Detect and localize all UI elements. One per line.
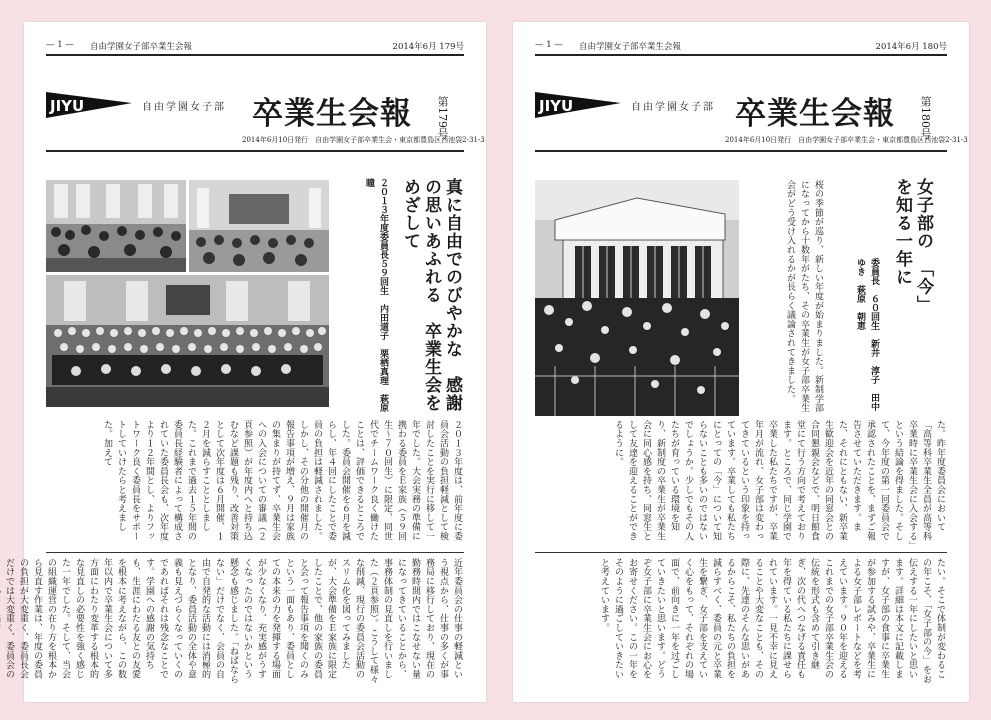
photo-group-portrait: [46, 275, 329, 407]
masthead-title: 卒業生会報: [735, 96, 895, 132]
article-headline: 真に自由でのびやかな 感謝の思いあふれる 卒業生会をめざして: [400, 178, 462, 412]
running-header: [46, 38, 464, 56]
byline: 委員長 ６０回生 新井 淳子 田中 ゆき 萩原 朝恵: [855, 258, 879, 420]
photo-chapel-gathering: [46, 180, 186, 272]
page-number: — 1 —: [535, 40, 563, 50]
issue-number: 第180号: [919, 95, 932, 139]
article-body-column-1: た。昨年度委員会において「高等科卒業生全員が高等科卒業時に卒業生会に入会する」という結論を得ました。そして、今年度の第一回委員会で承認されたことを、まずご報告させていただきます。また、それにともない、新卒業生歓迎会を近年の同窓会との合同懇親会などで、明日館食堂にて行う方向で考えております。ところで、同じ学園で卒業した私たちですが、卒業年月が流れ、女子部は変わってきているという印象を持っています。卒業しても私たちにとっての「今」について知らないことも多いのではないでしょうか。少しでもその人たちが育っている環境を知り、新制度の卒業生が卒業生会に同心感を持ち、同窓生として友達を迎えることができるように。: [613, 420, 945, 546]
running-header: [535, 38, 947, 56]
jiyu-pennant-logo: [535, 92, 621, 118]
school-name: 自由学園女子部: [631, 102, 715, 113]
column-divider: [535, 552, 947, 553]
newsletter-page-180: [513, 22, 969, 702]
page-number: — 1 —: [46, 40, 74, 50]
jiyu-pennant-logo: [46, 92, 132, 118]
article-intro: 桜の季節が巡り、新しい年度が始まりました。新制学部になってから十数年がたち、その卒業生が女子部卒業生会がどう受け入れるかが長らく議論されてきました。: [785, 180, 823, 413]
column-divider: [46, 552, 464, 553]
publication-info: 2014年6月10日発行 自由学園女子部卒業生会・東京都豊島区西池袋2-31-3: [242, 136, 485, 144]
byline-names: ５９回生 内田道子 栗栖真理 萩原 瞳: [364, 178, 388, 421]
byline-title: ２０１３年度委員長: [378, 178, 388, 259]
school-name: 自由学園女子部: [142, 102, 226, 113]
photo-hall-audience: [189, 180, 329, 272]
article-headline: 女子部の 「今」を知る一年に: [892, 178, 933, 314]
header-date: 2014年6月 180号: [875, 42, 947, 52]
logo-text: JIYU: [50, 97, 85, 115]
masthead-title: 卒業生会報: [252, 96, 412, 132]
logo-text: JIYU: [539, 97, 574, 115]
masthead-rule: [46, 150, 464, 152]
article-body-column-2: 近年委員会の仕事の軽減という視点から、仕事の多くが事務局に移行しており、現在の勤務時間内ではこなせない量になってきていることから、事務体制の見直しを行いました（２頁参照）。こうして様々な削減、現行の委員会活動のスリム化を図ってみましたが、大会準備をＥ家族に限定したことで、他の家族の委員と会って報告事項を聞くのみという一面もあり、委員としての本来の力を発揮する場面が少なくなり、充実感がうすくなったのではないかという懸念も感じました。「ねばならない」だけでなく、会員の自由で自発的な活動には消極的となり、委員活動の全体や意義も見えづらくなっていくのであればそれは残念なことです。学園への感謝の気持ちも、生涯にわたる友との友愛を根本に考えながら、この数年以内で卒業生会について多方面にわたり変革する根本的な見直しの必要性を強く感じた一年でした。そして、当会の組織運営の在り方を根本から見直す作業は、年度の委員の負担が大変重く、委員長会だけでは大変重く、委員会の: [4, 558, 462, 684]
issue-number: 第179号: [436, 95, 449, 139]
article-body-column-2: たい。そこで体制が変わるこの年こそ、「女子部の今」をお伝えする一年にしたいと思います。詳細は本文に記載しますが、女子部の食事に卒業生が参加する試みや、卒業生による女子部レポートなどを考えています。９０年を迎えるこれまでの女子部卒業生会の伝統を形式も含めて引き継ぎ、次の代へつなげる責任も年を得ている私たちに課せられています。一見不幸に見えることや大変なことも、その際に、先達のそんな思いがあるからこそ、私たちの負担を減らすべく、委員の元と卒業生を繋ぎ、女子部を支えていく心をもって、それぞれの場面で、前向きに一年を过ごしていきたいと思います。どうぞ女子部に卒業生会にお心をお寄せください。この一年をそのように過ごしていきたいと考えています。: [599, 558, 945, 684]
masthead-rule: [535, 150, 947, 152]
publication-info: 2014年6月10日発行 自由学園女子部卒業生会・東京都豊島区西池袋2-31-3: [725, 136, 968, 144]
photo-school-building-roses: [535, 180, 739, 416]
header-date: 2014年6月 179号: [392, 42, 464, 52]
header-org: 自由学園女子部卒業生会報: [90, 42, 193, 52]
byline: [342, 178, 390, 421]
newsletter-page-179: [4, 22, 486, 702]
header-org: 自由学園女子部卒業生会報: [579, 42, 682, 52]
article-body-column-1: ２０１３年度は、前年度に委員会活動の負担軽減として検討したことを実行に移して一年でした。大会実務の準備に携わる委員をＥ家族（５９回生～７０回生）に限定、同世代でチームワーク良く働けたことは、評価できるところでした。委員会開催を６月を減らし、年４回にしたことで委員の負担は軽減されました。しかし、その分他の開催月の報告事項が増え、９月は家族の集まりが持てず、卒業生会への入会についての審議（２頁参照）が年度内へと持ち込むなど課題も残り、改善対策として次年度は６月開催、１２月を減らすこととしました。これまで過去１５年間の委員長経験者によって構成されていた委員長会も、次年度より１２年間とし、よりフットワーク良く委員長をサポートしていけたらと考えました。加えて: [102, 420, 462, 541]
